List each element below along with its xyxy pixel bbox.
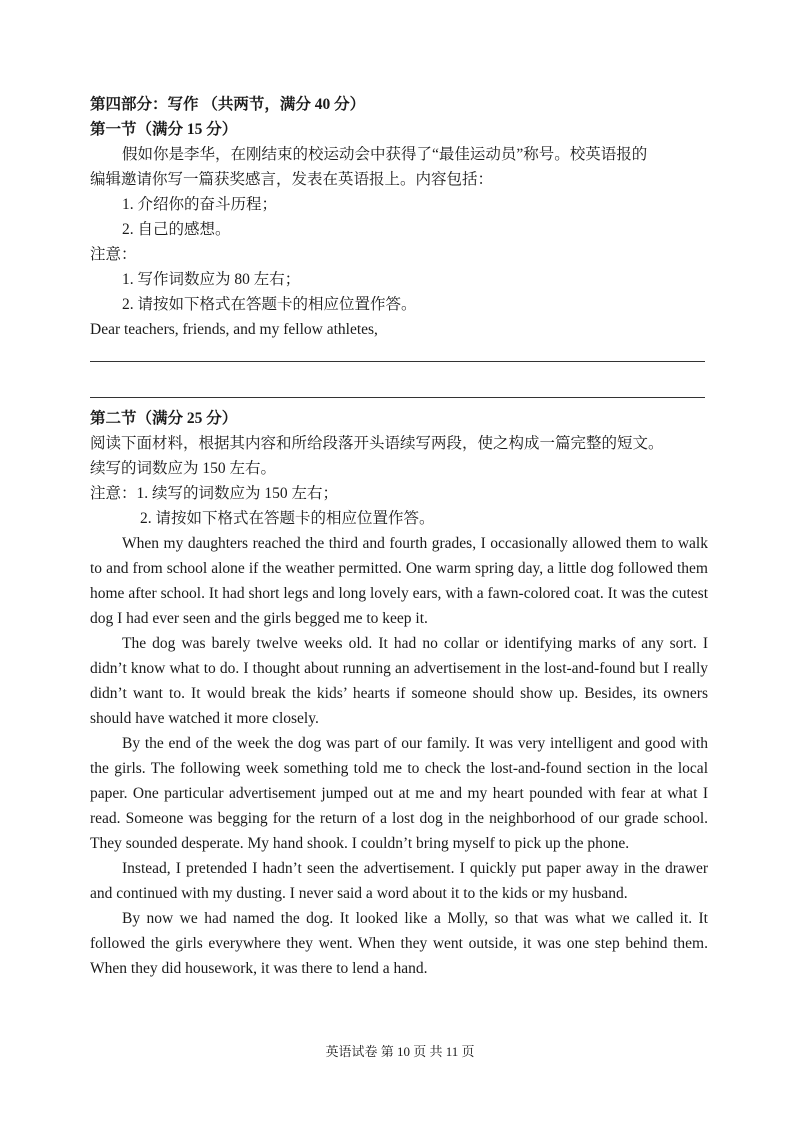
section1-prompt-line1: 假如你是李华，在刚结束的校运动会中获得了“最佳运动员”称号。校英语报的 xyxy=(122,146,648,163)
part-title: 第四部分：写作 （共两节，满分 40 分） xyxy=(90,96,366,113)
section1-note-2: 2. 请按如下格式在答题卡的相应位置作答。 xyxy=(122,296,417,313)
section1-note-1: 1. 写作词数应为 80 左右； xyxy=(122,271,301,288)
page-footer: 英语试卷 第 10 页 共 11 页 xyxy=(325,1044,475,1059)
exam-page xyxy=(90,92,708,981)
section1-point-1: 1. 介绍你的奋斗历程； xyxy=(122,196,278,213)
section2-heading: 第二节（满分 25 分） xyxy=(90,410,238,427)
section2-prompt-line1: 阅读下面材料，根据其内容和所给段落开头语续写两段，使之构成一篇完整的短文。 xyxy=(90,435,664,452)
story-paragraph-3: By the end of the week the dog was part of our family. It was very intelligent and good with the girls. The following week something told me to check the lost-and-found section in the local paper. One particular advertisement jumped out at me and my heart pounded with fear at what I read. Someone was begging for the return of a lost dog in the neighborhood of our grade school. They sounded desperate. My hand shook. I couldn’t bring myself to pick up the phone. xyxy=(90,735,708,852)
section1-prompt-line2: 编辑邀请你写一篇获奖感言，发表在英语报上。内容包括： xyxy=(90,171,494,188)
section1-point-2: 2. 自己的感想。 xyxy=(122,221,231,238)
story-paragraph-4: Instead, I pretended I hadn’t seen the advertisement. I quickly put paper away in the drawer and continued with my dusting. I never said a word about it to the kids or my husband. xyxy=(90,860,708,902)
section1-heading: 第一节（满分 15 分） xyxy=(90,121,238,138)
section1-salutation: Dear teachers, friends, and my fellow athletes, xyxy=(90,321,378,338)
story-paragraph-2: The dog was barely twelve weeks old. It had no collar or identifying marks of any sort. I didn’t know what to do. I thought about running an advertisement in the lost-and-found but I really didn’t want to. It would break the kids’ hearts if someone should show up. Besides, its owners should have watched it more closely. xyxy=(90,635,708,727)
section2-note-2: 2. 请按如下格式在答题卡的相应位置作答。 xyxy=(140,510,435,527)
story-paragraph-1: When my daughters reached the third and fourth grades, I occasionally allowed them to walk to and from school alone if the weather permitted. One warm spring day, a little dog followed them home after school. It had short legs and long lovely ears, with a fawn-colored coat. It was the cutest dog I had ever seen and the girls begged me to keep it. xyxy=(90,535,708,627)
story-paragraph-5: By now we had named the dog. It looked like a Molly, so that was what we called it. It followed the girls everywhere they went. When they went outside, it was one step behind them. When they did housework, it was there to lend a hand. xyxy=(90,910,708,977)
section2-prompt-line2: 续写的词数应为 150 左右。 xyxy=(90,460,277,477)
section2-note-1: 注意：1. 续写的词数应为 150 左右； xyxy=(90,485,339,502)
section1-notes-label: 注意： xyxy=(90,246,137,263)
